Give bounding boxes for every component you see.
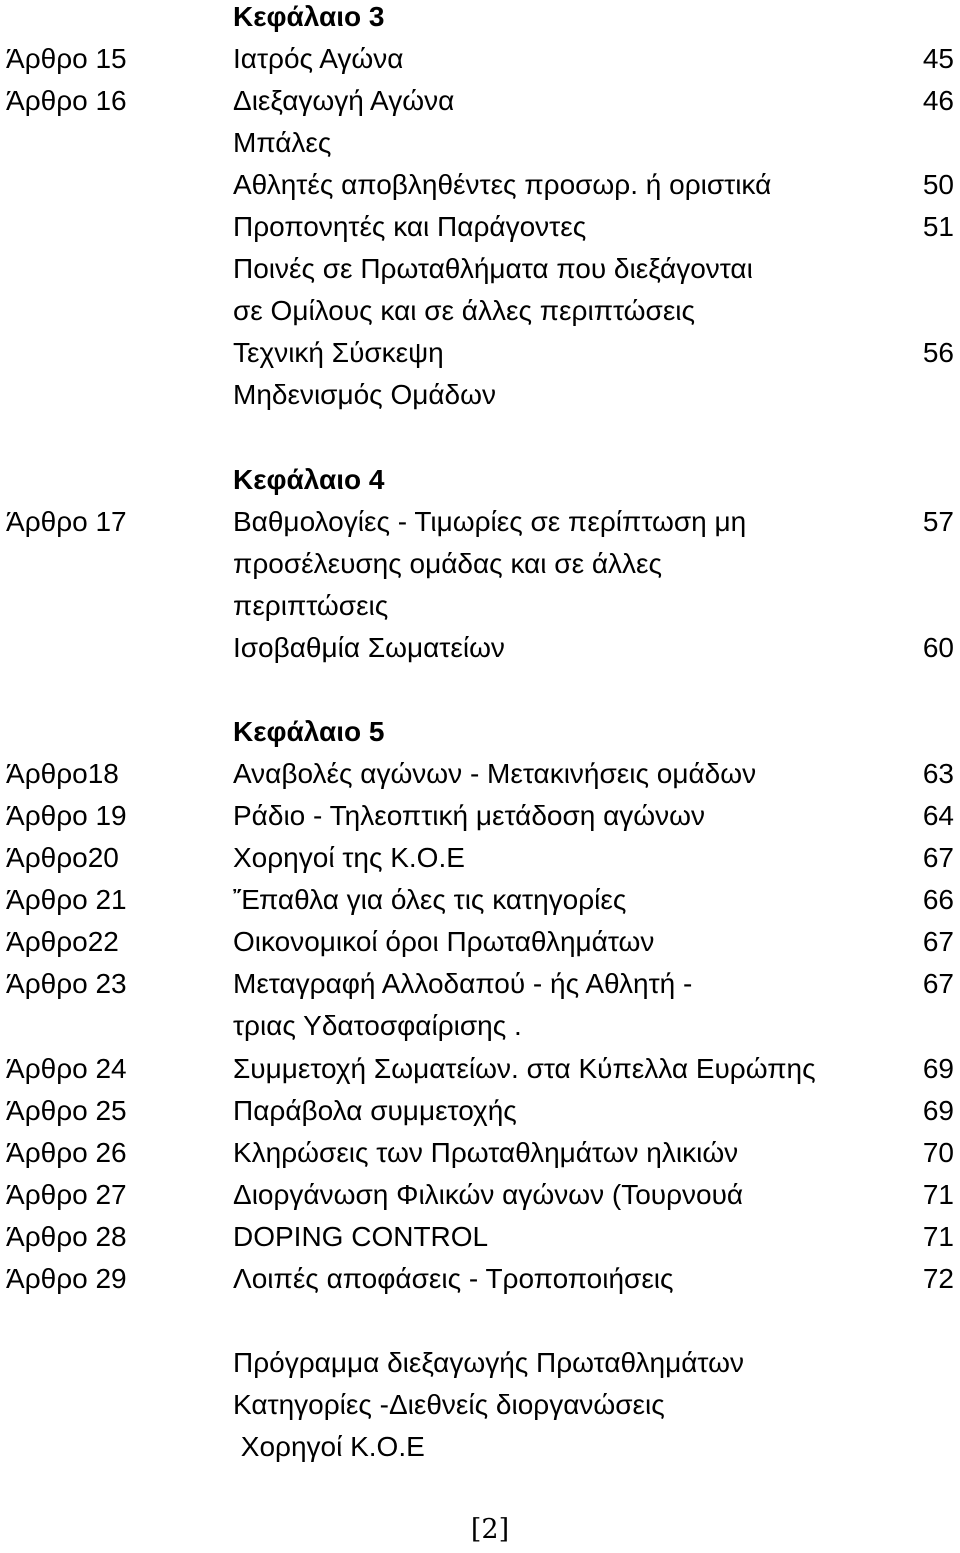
entry-title: DOPING CONTROL [233,1221,489,1252]
entry-title: Παράβολα συμμετοχής [233,1095,517,1126]
article-number: Άρθρο 23 [6,968,127,999]
toc-entry [0,585,960,627]
entry-title: Ιατρός Αγώνα [233,43,404,74]
page-reference: 64 [922,800,954,831]
page-reference: 63 [922,758,954,789]
page-reference: 67 [922,842,954,873]
toc-entry [0,1174,960,1216]
page-number-footer [0,1510,960,1550]
toc-entry [0,290,960,332]
toc-entry [0,627,960,669]
entry-title: Διοργάνωση Φιλικών αγώνων (Τουρνουά [233,1179,744,1210]
article-number: Άρθρο 21 [6,884,127,915]
entry-title: Βαθμολογίες - Τιμωρίες σε περίπτωση μη [233,506,747,537]
chapter-heading-row [0,0,960,38]
article-number: Άρθρο 17 [6,506,127,537]
entry-title: τριας Υδατοσφαίρισης . [233,1010,522,1041]
page-reference: 60 [922,632,954,663]
appendix-text: Χορηγοί Κ.Ο.Ε [233,1431,425,1462]
article-number: Άρθρο 19 [6,800,127,831]
toc-entry [0,164,960,206]
entry-title: προσέλευσης ομάδας και σε άλλες [233,548,662,579]
page-reference: 69 [922,1095,954,1126]
entry-title: Ἔπαθλα για όλες τις κατηγορίες [233,884,627,915]
entry-title: Λοιπές αποφάσεις - Τροποποιήσεις [233,1263,674,1294]
entry-title: Διεξαγωγή Αγώνα [233,85,455,116]
appendix-text: Κατηγορίες -Διεθνείς διοργανώσεις [233,1389,665,1420]
entry-title: Μπάλες [233,127,332,158]
page-reference: 50 [922,169,954,200]
toc-entry [0,206,960,248]
toc-entry [0,1258,960,1300]
entry-title: Προπονητές και Παράγοντες [233,211,587,242]
page-number: [2] [470,1514,510,1545]
appendix-line [0,1426,960,1468]
article-number: Άρθρο 28 [6,1221,127,1252]
toc-entry [0,248,960,290]
chapter-heading: Κεφάλαιο 4 [233,464,385,495]
entry-title: Ισοβαθμία Σωματείων [233,632,505,663]
toc-entry [0,122,960,164]
toc-entry [0,501,960,543]
page-reference: 72 [922,1263,954,1294]
page-reference: 70 [922,1137,954,1168]
article-number: Άρθρο 26 [6,1137,127,1168]
chapter-heading-row [0,459,960,501]
appendix-line [0,1342,960,1384]
entry-title: Ποινές σε Πρωταθλήματα που διεξάγονται [233,253,753,284]
page-reference: 71 [922,1179,954,1210]
page-reference: 56 [922,337,954,368]
article-number: Άρθρο20 [6,842,119,873]
toc-entry [0,332,960,374]
entry-title: Κληρώσεις των Πρωταθλημάτων ηλικιών [233,1137,739,1168]
article-number: Άρθρο 15 [6,43,127,74]
toc-entry [0,543,960,585]
page-reference: 67 [922,926,954,957]
page-reference: 51 [922,211,954,242]
toc-entry [0,80,960,122]
page-reference: 45 [922,43,954,74]
entry-title: περιπτώσεις [233,590,389,621]
toc-entry [0,38,960,80]
entry-title: Συμμετοχή Σωματείων. στα Κύπελλα Ευρώπης [233,1053,816,1084]
entry-title: Μεταγραφή Αλλοδαπού - ής Αθλητή - [233,968,693,999]
appendix-text: Πρόγραμμα διεξαγωγής Πρωταθλημάτων [233,1347,744,1378]
toc-entry [0,1005,960,1047]
toc-entry [0,1216,960,1258]
appendix-line [0,1384,960,1426]
chapter-heading-row [0,711,960,753]
chapter-heading: Κεφάλαιο 3 [233,1,385,32]
entry-title: Χορηγοί της Κ.Ο.Ε [233,842,465,873]
article-number: Άρθρο 27 [6,1179,127,1210]
page-reference: 71 [922,1221,954,1252]
toc-entry [0,374,960,416]
chapter-heading: Κεφάλαιο 5 [233,716,385,747]
entry-title: σε Ομίλους και σε άλλες περιπτώσεις [233,295,696,326]
page-reference: 67 [922,968,954,999]
toc-entry [0,879,960,921]
toc-entry [0,963,960,1005]
entry-title: Μηδενισμός Ομάδων [233,379,496,410]
toc-entry [0,1090,960,1132]
article-number: Άρθρο 24 [6,1053,127,1084]
entry-title: Ράδιο - Τηλεοπτική μετάδοση αγώνων [233,800,706,831]
entry-title: Τεχνική Σύσκεψη [233,337,444,368]
toc-entry [0,921,960,963]
page-reference: 69 [922,1053,954,1084]
article-number: Άρθρο22 [6,926,119,957]
entry-title: Αναβολές αγώνων - Μετακινήσεις ομάδων [233,758,757,789]
entry-title: Οικονομικοί όροι Πρωταθλημάτων [233,926,655,957]
toc-entry [0,1132,960,1174]
toc-entry [0,795,960,837]
article-number: Άρθρο 29 [6,1263,127,1294]
article-number: Άρθρο 25 [6,1095,127,1126]
page-reference: 66 [922,884,954,915]
page-reference: 46 [922,85,954,116]
article-number: Άρθρο 16 [6,85,127,116]
entry-title: Αθλητές αποβληθέντες προσωρ. ή οριστικά [233,169,772,200]
toc-entry [0,837,960,879]
toc-entry [0,753,960,795]
article-number: Άρθρο18 [6,758,119,789]
toc-entry [0,1048,960,1090]
page-reference: 57 [922,506,954,537]
